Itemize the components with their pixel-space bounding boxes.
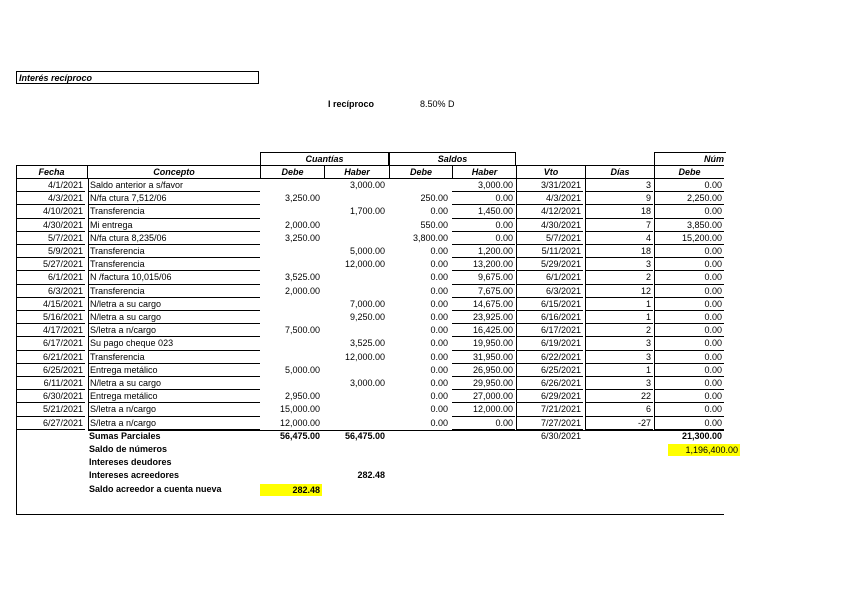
cell-dias[interactable]: 3 [585,258,653,271]
header-cuantias-debe: Debe [260,166,324,178]
cell-saldos-debe[interactable]: 550.00 [420,219,448,230]
cell-fecha[interactable]: 5/27/2021 [16,258,85,271]
cell-num-debe[interactable]: 0.00 [654,417,724,430]
summary-row [16,456,724,469]
table-row [16,403,724,416]
cell-fecha[interactable]: 6/1/2021 [16,271,85,284]
cell-vto[interactable]: 3/31/2021 [516,179,583,192]
cell-cuantias-haber[interactable]: 12,000.00 [344,259,385,270]
cell-saldos-haber[interactable]: 0.00 [452,417,515,430]
cell-concepto[interactable]: N/letra a su cargo [88,311,260,324]
cell-cuantias-haber[interactable] [324,271,387,284]
cell-cuantias-debe[interactable]: 15,000.00 [279,404,320,415]
cell-saldos-debe[interactable]: 0.00 [430,272,448,283]
cell-num-debe[interactable]: 2,250.00 [654,192,724,205]
cell-saldos-debe[interactable]: 0.00 [430,285,448,296]
cell-fecha[interactable]: 6/25/2021 [16,364,85,377]
cell-fecha[interactable]: 6/17/2021 [16,337,85,350]
table-row [16,271,724,284]
cell-dias[interactable]: 6 [585,403,653,416]
cell-saldos-haber[interactable]: 0.00 [452,192,515,205]
cell-cuantias-debe[interactable] [260,377,322,390]
header-num-debe: Debe [654,166,724,178]
saldo-numeros-value[interactable]: 1,196,400.00 [668,444,740,456]
cell-fecha[interactable]: 4/15/2021 [16,298,85,311]
cell-saldos-haber[interactable]: 13,200.00 [452,258,515,271]
cell-num-debe[interactable]: 0.00 [654,179,724,192]
saldo-numeros-label[interactable]: Saldo de números [89,444,168,454]
cell-saldos-debe[interactable]: 0.00 [430,246,448,256]
cell-fecha[interactable]: 4/17/2021 [16,324,85,337]
cell-dias[interactable]: 22 [585,390,653,403]
cell-saldos-debe[interactable]: 0.00 [430,391,448,402]
cell-cuantias-haber[interactable]: 3,525.00 [349,338,385,349]
cell-vto[interactable]: 6/22/2021 [516,351,583,364]
cell-vto[interactable]: 6/19/2021 [516,337,583,350]
cell-cuantias-haber[interactable]: 7,000.00 [349,298,385,309]
cell-saldos-debe[interactable]: 0.00 [430,404,448,415]
cell-vto[interactable]: 5/11/2021 [516,245,583,258]
saldo-acreedor-label[interactable]: Saldo acreedor a cuenta nueva [89,483,222,494]
cell-cuantias-debe[interactable] [260,205,322,218]
table-row [16,324,724,337]
cell-cuantias-haber[interactable] [324,192,387,205]
intereses-acreedores-value[interactable]: 282.48 [357,470,385,481]
cell-concepto[interactable]: N/fa ctura 7,512/06 [88,192,260,205]
cell-cuantias-haber[interactable] [324,390,387,403]
cell-saldos-debe[interactable]: 0.00 [430,417,448,428]
cell-num-debe[interactable]: 15,200.00 [654,232,724,245]
cell-vto[interactable]: 7/27/2021 [516,417,583,430]
cell-vto[interactable]: 7/21/2021 [516,403,583,416]
cell-saldos-haber[interactable]: 31,950.00 [452,351,515,364]
cell-num-debe[interactable]: 0.00 [654,364,724,377]
cell-cuantias-haber[interactable] [324,403,387,416]
cell-cuantias-debe[interactable] [260,298,322,311]
cell-saldos-haber[interactable]: 12,000.00 [452,403,515,416]
header-saldos-debe: Debe [389,166,452,178]
cell-dias[interactable]: 2 [585,324,653,337]
cell-saldos-haber[interactable]: 26,950.00 [452,364,515,377]
table-header [16,165,724,179]
saldo-acreedor-value[interactable]: 282.48 [260,484,322,496]
cell-cuantias-debe[interactable]: 5,000.00 [284,364,320,375]
cell-concepto[interactable]: Transferencia [88,258,260,271]
cell-dias[interactable]: 3 [585,179,653,192]
cell-saldos-haber[interactable]: 9,675.00 [452,271,515,284]
table-bottom-border [16,514,724,515]
table-row [16,245,724,258]
cell-saldos-haber[interactable]: 27,000.00 [452,390,515,403]
cell-dias[interactable]: 18 [585,205,653,218]
intereses-acreedores-label[interactable]: Intereses acreedores [89,470,180,481]
cell-dias[interactable]: 18 [585,245,653,258]
cell-vto[interactable]: 4/30/2021 [516,219,583,232]
cell-fecha[interactable]: 5/16/2021 [16,311,85,324]
cell-concepto[interactable]: S/letra a n/cargo [88,403,260,416]
cell-num-debe[interactable]: 0.00 [654,403,724,416]
cell-saldos-debe[interactable]: 0.00 [430,325,448,336]
cell-num-debe[interactable]: 0.00 [654,377,724,390]
cell-fecha[interactable]: 5/21/2021 [16,403,85,416]
cell-cuantias-haber[interactable]: 3,000.00 [349,180,385,190]
cell-saldos-debe[interactable]: 0.00 [430,298,448,309]
header-fecha: Fecha [38,167,65,177]
cell-fecha[interactable]: 6/3/2021 [16,285,85,298]
cell-saldos-haber[interactable]: 16,425.00 [452,324,515,337]
table-row [16,298,724,311]
cell-dias[interactable]: 7 [585,219,653,232]
table-row [16,285,724,298]
cell-dias[interactable]: 3 [585,377,653,390]
cell-cuantias-debe[interactable]: 3,250.00 [284,232,320,243]
table-row [16,390,724,403]
table-row [16,219,724,232]
group-cuantias: Cuantías [260,152,389,165]
cell-dias[interactable]: 1 [585,364,653,377]
cell-fecha[interactable]: 5/7/2021 [16,232,85,245]
cell-num-debe[interactable]: 3,850.00 [654,219,724,232]
table-row [16,311,724,324]
cell-concepto[interactable]: N /factura 10,015/06 [88,271,260,284]
group-saldos: Saldos [389,152,516,165]
cell-saldos-haber[interactable]: 3,000.00 [452,179,515,192]
cell-cuantias-haber[interactable]: 1,700.00 [349,206,385,217]
cell-dias[interactable]: 1 [585,298,653,311]
cell-cuantias-debe[interactable] [260,337,322,350]
cell-vto[interactable]: 6/16/2021 [516,311,583,324]
cell-dias[interactable]: 3 [585,337,653,350]
header-vto: Vto [516,166,585,178]
cell-cuantias-debe[interactable]: 3,525.00 [284,272,320,283]
cell-cuantias-debe[interactable]: 3,250.00 [284,193,320,204]
cell-cuantias-debe[interactable]: 12,000.00 [279,417,320,428]
cell-num-debe[interactable]: 0.00 [654,337,724,350]
table-row [16,377,724,390]
cell-cuantias-haber[interactable] [324,219,387,232]
table-row [16,417,724,430]
cell-saldos-haber[interactable]: 0.00 [452,219,515,232]
cell-vto[interactable]: 4/3/2021 [516,192,583,205]
cell-saldos-haber[interactable]: 29,950.00 [452,377,515,390]
cell-dias[interactable]: 12 [585,285,653,298]
cell-cuantias-haber[interactable]: 12,000.00 [344,351,385,362]
cell-num-debe[interactable]: 0.00 [654,351,724,364]
cell-cuantias-debe[interactable]: 7,500.00 [284,325,320,336]
cell-num-debe[interactable]: 0.00 [654,390,724,403]
table-row [16,258,724,271]
table-row [16,337,724,350]
sumas-haber[interactable]: 56,475.00 [344,430,385,441]
cell-vto[interactable]: 6/26/2021 [516,377,583,390]
cell-fecha[interactable]: 4/30/2021 [16,219,85,232]
table-row [16,192,724,205]
cell-cuantias-haber[interactable] [324,232,387,245]
cell-saldos-debe[interactable]: 0.00 [430,206,448,217]
header-cuantias-haber: Haber [324,166,389,178]
cell-saldos-haber[interactable]: 7,675.00 [452,285,515,298]
cell-num-debe[interactable]: 0.00 [654,205,724,218]
cell-concepto[interactable]: Transferencia [88,205,260,218]
cell-dias[interactable]: 9 [585,192,653,205]
cell-concepto[interactable]: Saldo anterior a s/favor [88,179,260,192]
cell-fecha[interactable]: 4/1/2021 [16,179,85,192]
cell-num-debe[interactable]: 0.00 [654,285,724,298]
cell-saldos-haber[interactable]: 0.00 [452,232,515,245]
cell-saldos-debe[interactable]: 3,800.00 [412,232,448,243]
cell-cuantias-debe[interactable] [260,179,322,192]
table-row [16,351,724,364]
cell-cuantias-haber[interactable]: 9,250.00 [349,312,385,322]
cell-saldos-debe[interactable]: 0.00 [430,378,448,388]
cell-fecha[interactable]: 4/10/2021 [16,205,85,218]
cell-saldos-haber[interactable]: 1,450.00 [452,205,515,218]
cell-concepto[interactable]: Transferencia [88,245,260,258]
table-row [16,232,724,245]
cell-cuantias-debe[interactable]: 2,000.00 [284,219,320,230]
summary-row [16,430,724,443]
header-concepto: Concepto [87,166,260,178]
cell-dias[interactable]: 3 [585,351,653,364]
table-left-border [16,165,17,515]
summary-row [16,443,738,456]
cell-saldos-debe[interactable]: 0.00 [430,351,448,362]
cell-fecha[interactable]: 5/9/2021 [16,245,85,258]
header-saldos-haber: Haber [452,166,516,178]
cell-cuantias-haber[interactable]: 5,000.00 [349,246,385,256]
cell-fecha[interactable]: 6/30/2021 [16,390,85,403]
cell-cuantias-debe[interactable] [260,245,322,258]
cell-num-debe[interactable]: 0.00 [654,298,724,311]
cell-num-debe[interactable]: 0.00 [654,271,724,284]
cell-saldos-haber[interactable]: 19,950.00 [452,337,515,350]
cell-saldos-debe[interactable]: 0.00 [430,259,448,270]
cell-num-debe[interactable]: 0.00 [654,324,724,337]
cell-dias[interactable]: -27 [585,417,653,430]
cell-saldos-haber[interactable]: 23,925.00 [452,311,515,324]
cell-fecha[interactable]: 4/3/2021 [16,192,85,205]
cell-saldos-haber[interactable]: 1,200.00 [452,245,515,258]
cell-concepto[interactable]: N/letra a su cargo [88,377,260,390]
cell-cuantias-debe[interactable]: 2,000.00 [284,285,320,296]
cell-vto[interactable]: 6/1/2021 [516,271,583,284]
cell-concepto[interactable]: N/fa ctura 8,235/06 [88,232,260,245]
cell-concepto[interactable]: Mi entrega [88,219,260,232]
table-row [16,364,724,377]
cell-vto[interactable]: 6/15/2021 [516,298,583,311]
cell-concepto[interactable]: N/letra a su cargo [88,298,260,311]
cell-concepto[interactable]: Transferencia [88,285,260,298]
cell-fecha[interactable]: 6/27/2021 [16,417,85,430]
interest-rate-value[interactable]: 8.50% D [420,99,455,109]
cell-cuantias-haber[interactable] [324,364,387,377]
totals-separator [88,430,724,431]
cell-fecha[interactable]: 6/21/2021 [16,351,85,364]
cell-dias[interactable]: 2 [585,271,653,284]
cell-concepto[interactable]: S/letra a n/cargo [88,324,260,337]
cell-cuantias-haber[interactable] [324,324,387,337]
interest-rate-label: I recíproco [328,99,375,109]
cell-cuantias-debe[interactable]: 2,950.00 [284,391,320,402]
cell-concepto[interactable]: Su pago cheque 023 [88,337,260,350]
cell-vto[interactable]: 5/7/2021 [516,232,583,245]
cell-vto[interactable]: 4/12/2021 [516,205,583,218]
cell-dias[interactable]: 4 [585,232,653,245]
cell-concepto[interactable]: Entrega metálico [88,364,260,377]
cell-saldos-debe[interactable]: 0.00 [430,338,448,349]
header-dias: Días [585,166,654,178]
group-numeros: Núm [654,152,726,165]
cell-concepto[interactable]: Transferencia [88,351,260,364]
cell-cuantias-haber[interactable]: 3,000.00 [349,378,385,388]
cell-saldos-debe[interactable]: 0.00 [430,364,448,375]
cell-saldos-debe[interactable]: 0.00 [430,312,448,322]
cell-num-debe[interactable]: 0.00 [654,245,724,258]
sumas-num-debe[interactable]: 21,300.00 [681,430,722,441]
cell-cuantias-debe[interactable] [260,311,322,324]
cell-cuantias-haber[interactable] [324,285,387,298]
cell-num-debe[interactable]: 0.00 [654,311,724,324]
cell-concepto[interactable]: S/letra a n/cargo [88,417,260,430]
cell-vto[interactable]: 6/3/2021 [516,285,583,298]
summary-row [16,469,724,482]
sumas-debe[interactable]: 56,475.00 [279,430,320,441]
cell-cuantias-debe[interactable] [260,351,322,364]
cell-num-debe[interactable]: 0.00 [654,258,724,271]
intereses-deudores-label[interactable]: Intereses deudores [89,457,172,468]
cell-saldos-debe[interactable] [389,179,450,192]
cell-concepto[interactable]: Entrega metálico [88,390,260,403]
cell-saldos-haber[interactable]: 14,675.00 [452,298,515,311]
cell-vto[interactable]: 6/25/2021 [516,364,583,377]
cell-vto[interactable]: 6/29/2021 [516,390,583,403]
summary-row [16,483,724,496]
sheet-title: Interés recíproco [16,71,259,84]
cell-cuantias-haber[interactable] [324,417,387,430]
table-row [16,179,724,192]
sumas-parciales-label[interactable]: Sumas Parciales [89,430,161,441]
cell-fecha[interactable]: 6/11/2021 [16,377,85,390]
cell-saldos-debe[interactable]: 250.00 [420,193,448,204]
cell-vto[interactable]: 5/29/2021 [516,258,583,271]
cell-cuantias-debe[interactable] [260,258,322,271]
cell-dias[interactable]: 1 [585,311,653,324]
table-row [16,205,724,218]
sumas-vto[interactable]: 6/30/2021 [540,430,581,441]
cell-vto[interactable]: 6/17/2021 [516,324,583,337]
